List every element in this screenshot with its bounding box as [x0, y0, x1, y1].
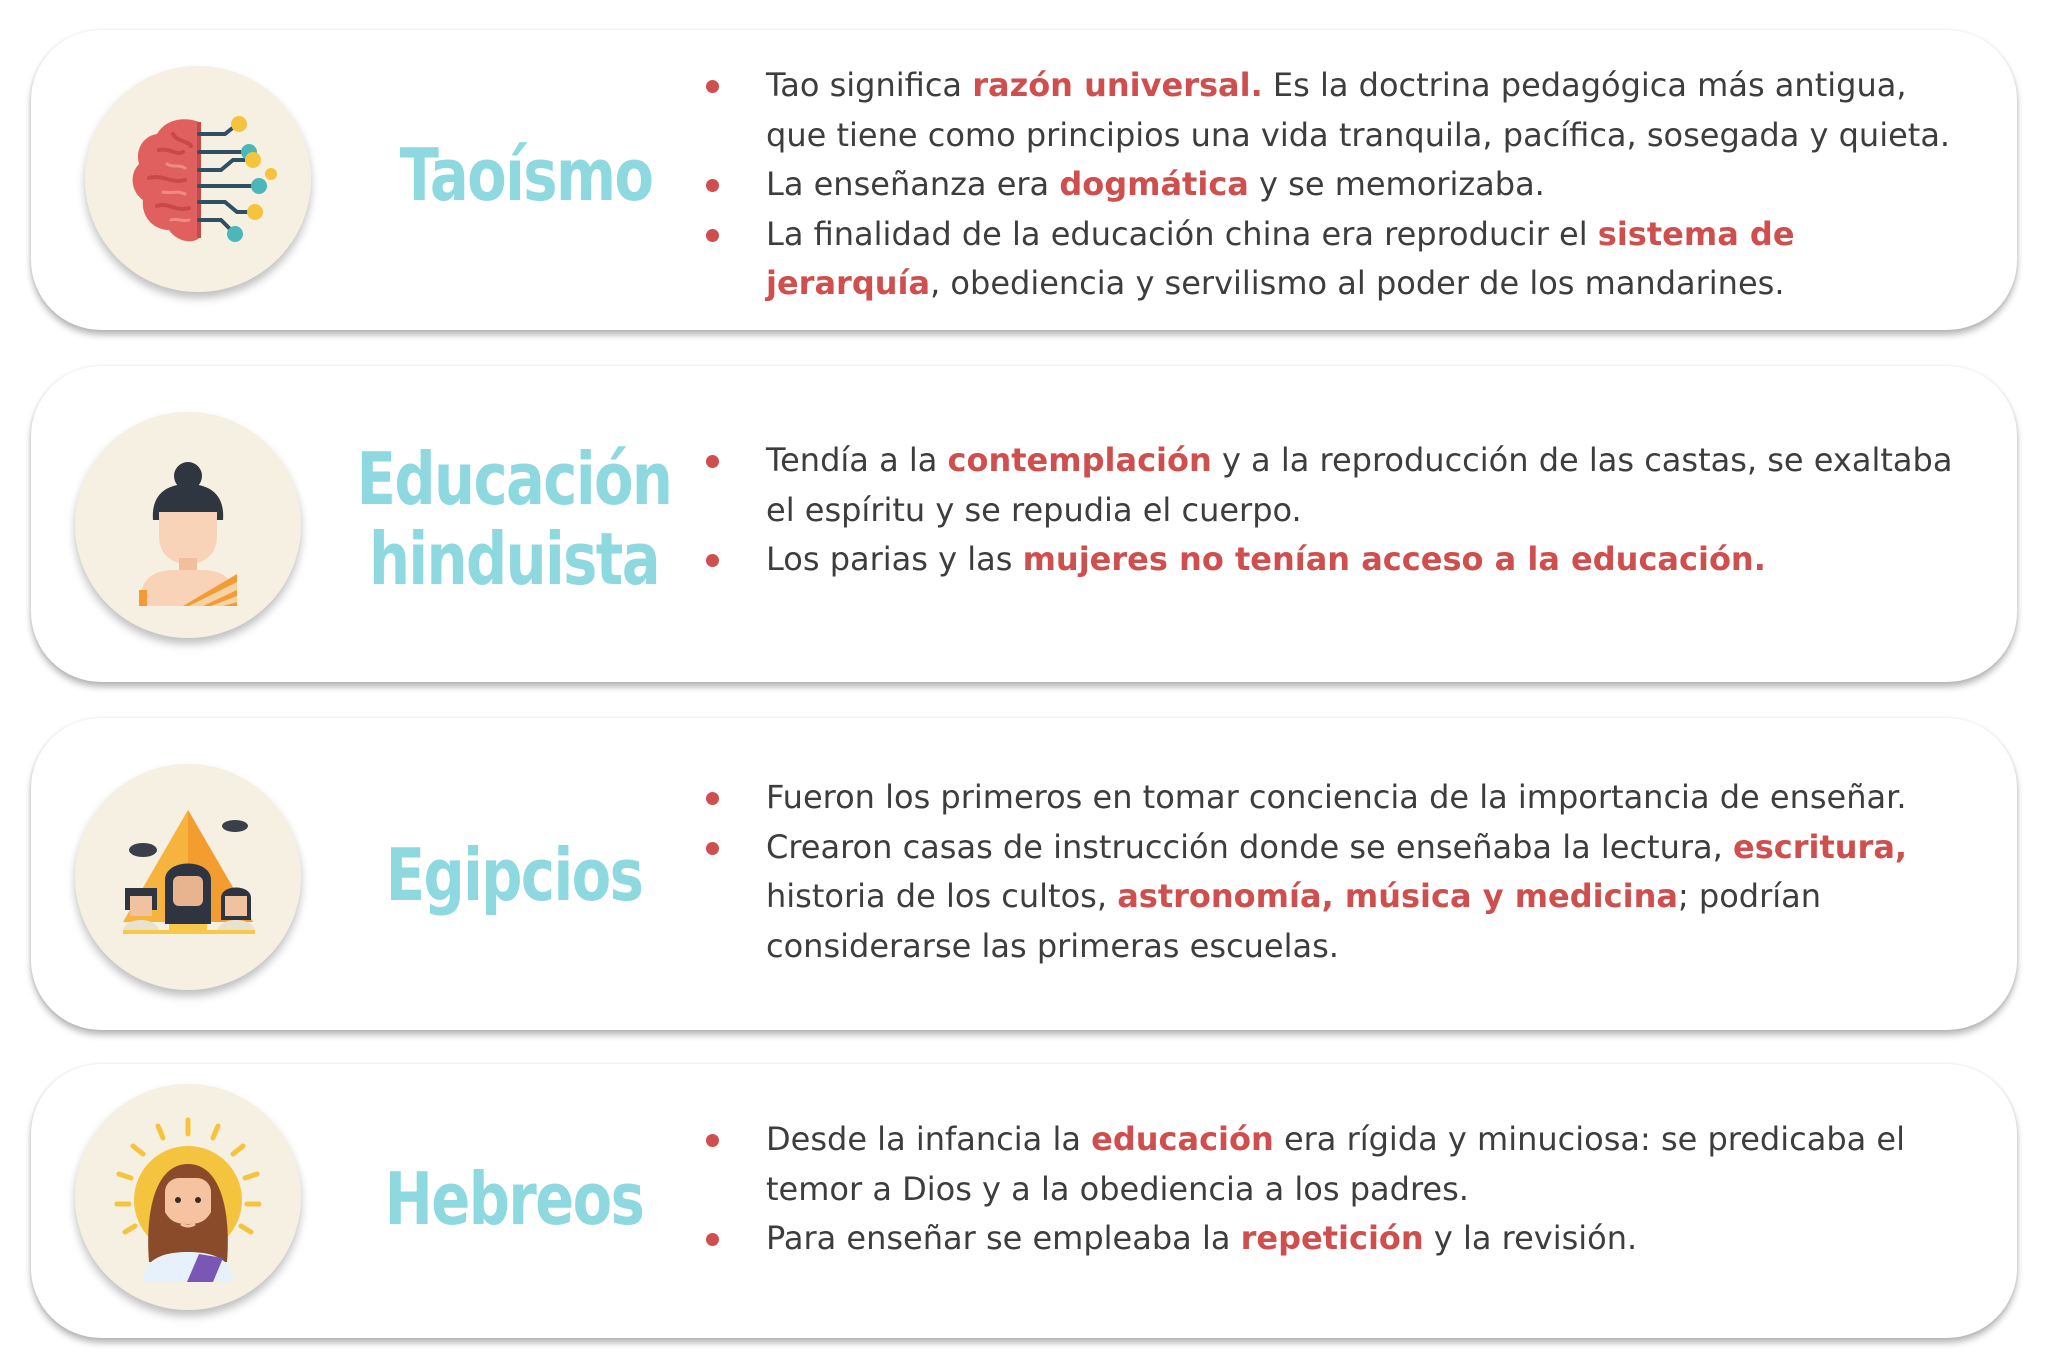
bullet-item: Fueron los primeros en tomar conciencia de la importancia de enseñar.: [766, 773, 1926, 823]
bullet-item: La finalidad de la educación china era reproducir el sistema de jerarquía, obediencia y servilismo al poder de los mandarines.: [766, 210, 1966, 309]
bearded-prophet-icon: [75, 1084, 301, 1310]
bullet-list: [766, 61, 1966, 309]
bullet-item: Desde la infancia la educación era rígida y minuciosa: se predicaba el temor a Dios y a la obediencia a los padres.: [766, 1115, 1926, 1214]
bullet-list: [766, 1115, 1926, 1264]
bullet-item: Para enseñar se empleaba la repetición y la revisión.: [766, 1214, 1926, 1264]
bullet-item: La enseñanza era dogmática y se memorizaba.: [766, 160, 1966, 210]
monk-icon: [75, 412, 301, 638]
section-title: Hebreos: [384, 1157, 644, 1241]
bullet-list: [766, 773, 1926, 971]
bullet-item: Crearon casas de instrucción donde se enseñaba la lectura, escritura, historia de los cultos, astronomía, música y medicina; podrían considerarse las primeras escuelas.: [766, 823, 1926, 972]
pyramid-egyptians-icon: [75, 764, 301, 990]
bullet-item: Los parias y las mujeres no tenían acceso a la educación.: [766, 535, 1986, 585]
section-title: Taoísmo: [399, 133, 653, 217]
card-taoismo: [31, 30, 2017, 330]
bullet-item: Tao significa razón universal. Es la doctrina pedagógica más antigua, que tiene como principios una vida tranquila, pacífica, sosegada y quieta.: [766, 61, 1966, 160]
section-title: Egipcios: [385, 833, 643, 917]
brain-circuit-icon: [85, 66, 311, 292]
card-hebreos: [31, 1064, 2017, 1338]
bullet-list: [766, 436, 1986, 585]
section-title: Educación hinduista: [356, 436, 672, 601]
card-egipcios: [31, 718, 2017, 1030]
bullet-item: Tendía a la contemplación y a la reproducción de las castas, se exaltaba el espíritu y se repudia el cuerpo.: [766, 436, 1986, 535]
card-educacion-hinduista: [31, 366, 2017, 682]
